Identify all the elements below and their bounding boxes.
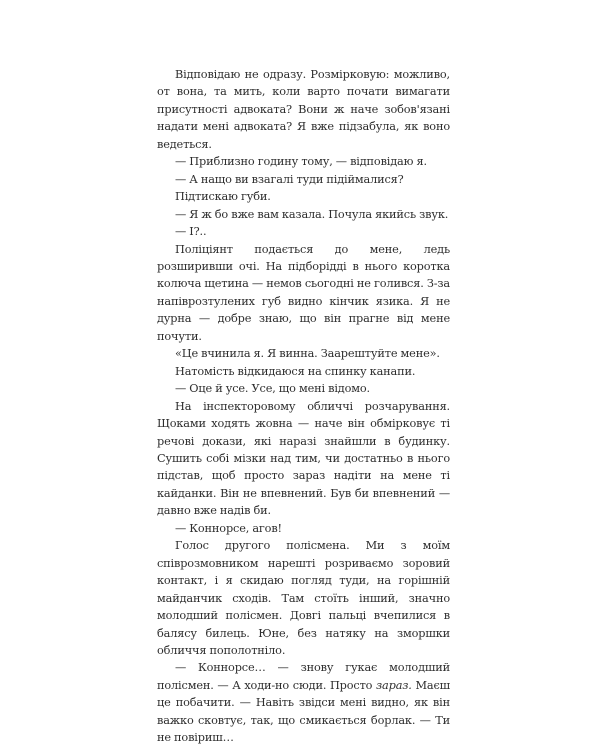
dialogue-line: — Я ж бо вже вам казала. Почула якийсь звук. [175,207,449,221]
quoted-thought: «Це вчинила я. Я винна. Заарештуйте мене». [175,347,440,361]
paragraph: Відповідаю не одразу. Розмірковую: можливо, от вона, та мить, коли варто почати вимагати присутності адвоката? Вони ж наче зобов'язані надати мені адвоката? Я вже підзабула, як воно ведеться. [157,68,450,151]
text-run: Маєш це побачити. — Навіть звідси мені видно, як він важко сковтує, так, що смикається борлак. — Ти не повіриш… [157,678,450,745]
dialogue-line: — А нащо ви взагалі туди підіймалися? [175,172,404,186]
dialogue-paragraph [157,659,450,746]
paragraph: Поліціянт подається до мене, ледь розширивши очі. На підборідді в нього коротка колюча щетина — немов сьогодні не голився. З-за напіврозтулених губ видно кінчик язика. Я не дурна — добре знаю, що він прагне від мене почути. [157,242,450,343]
book-page-text [157,66,450,747]
dialogue-line: — Коннорсе, агов! [175,521,282,535]
paragraph: Голос другого полісмена. Ми з моїм співрозмовником нарешті розриваємо зоровий контакт, і я скидаю погляд туди, на горішній майданчик сходів. Там стоїть інший, значно молодший полісмен. Довгі пальці вчепилися в балясу билець. Юне, без натяку на зморшки обличчя пополотніло. [157,539,450,657]
dialogue-line: — Приблизно годину тому, — відповідаю я. [175,155,427,169]
text-run: — Коннорсе… — знову гукає молодший полісмен. — А ходи-но сюди. Просто [157,661,450,692]
emphasis-text: зараз. [376,678,412,692]
paragraph: Натомість відкидаюся на спинку канапи. [175,364,416,378]
paragraph: На інспекторовому обличчі розчарування. Щоками ходять жовна — наче він обмірковує ті речові докази, які наразі знайшли в будинку. Сушить собі мізки над тим, чи достатньо в нього підстав, щоб просто зараз надіти на мене ті кайданки. Він не впевнений. Був би впевнений — давно вже надів би. [157,399,450,518]
dialogue-line: — І?.. [175,225,207,239]
dialogue-line: — Оце й усе. Усе, що мені відомо. [175,382,370,396]
paragraph: Підтискаю губи. [175,190,271,204]
